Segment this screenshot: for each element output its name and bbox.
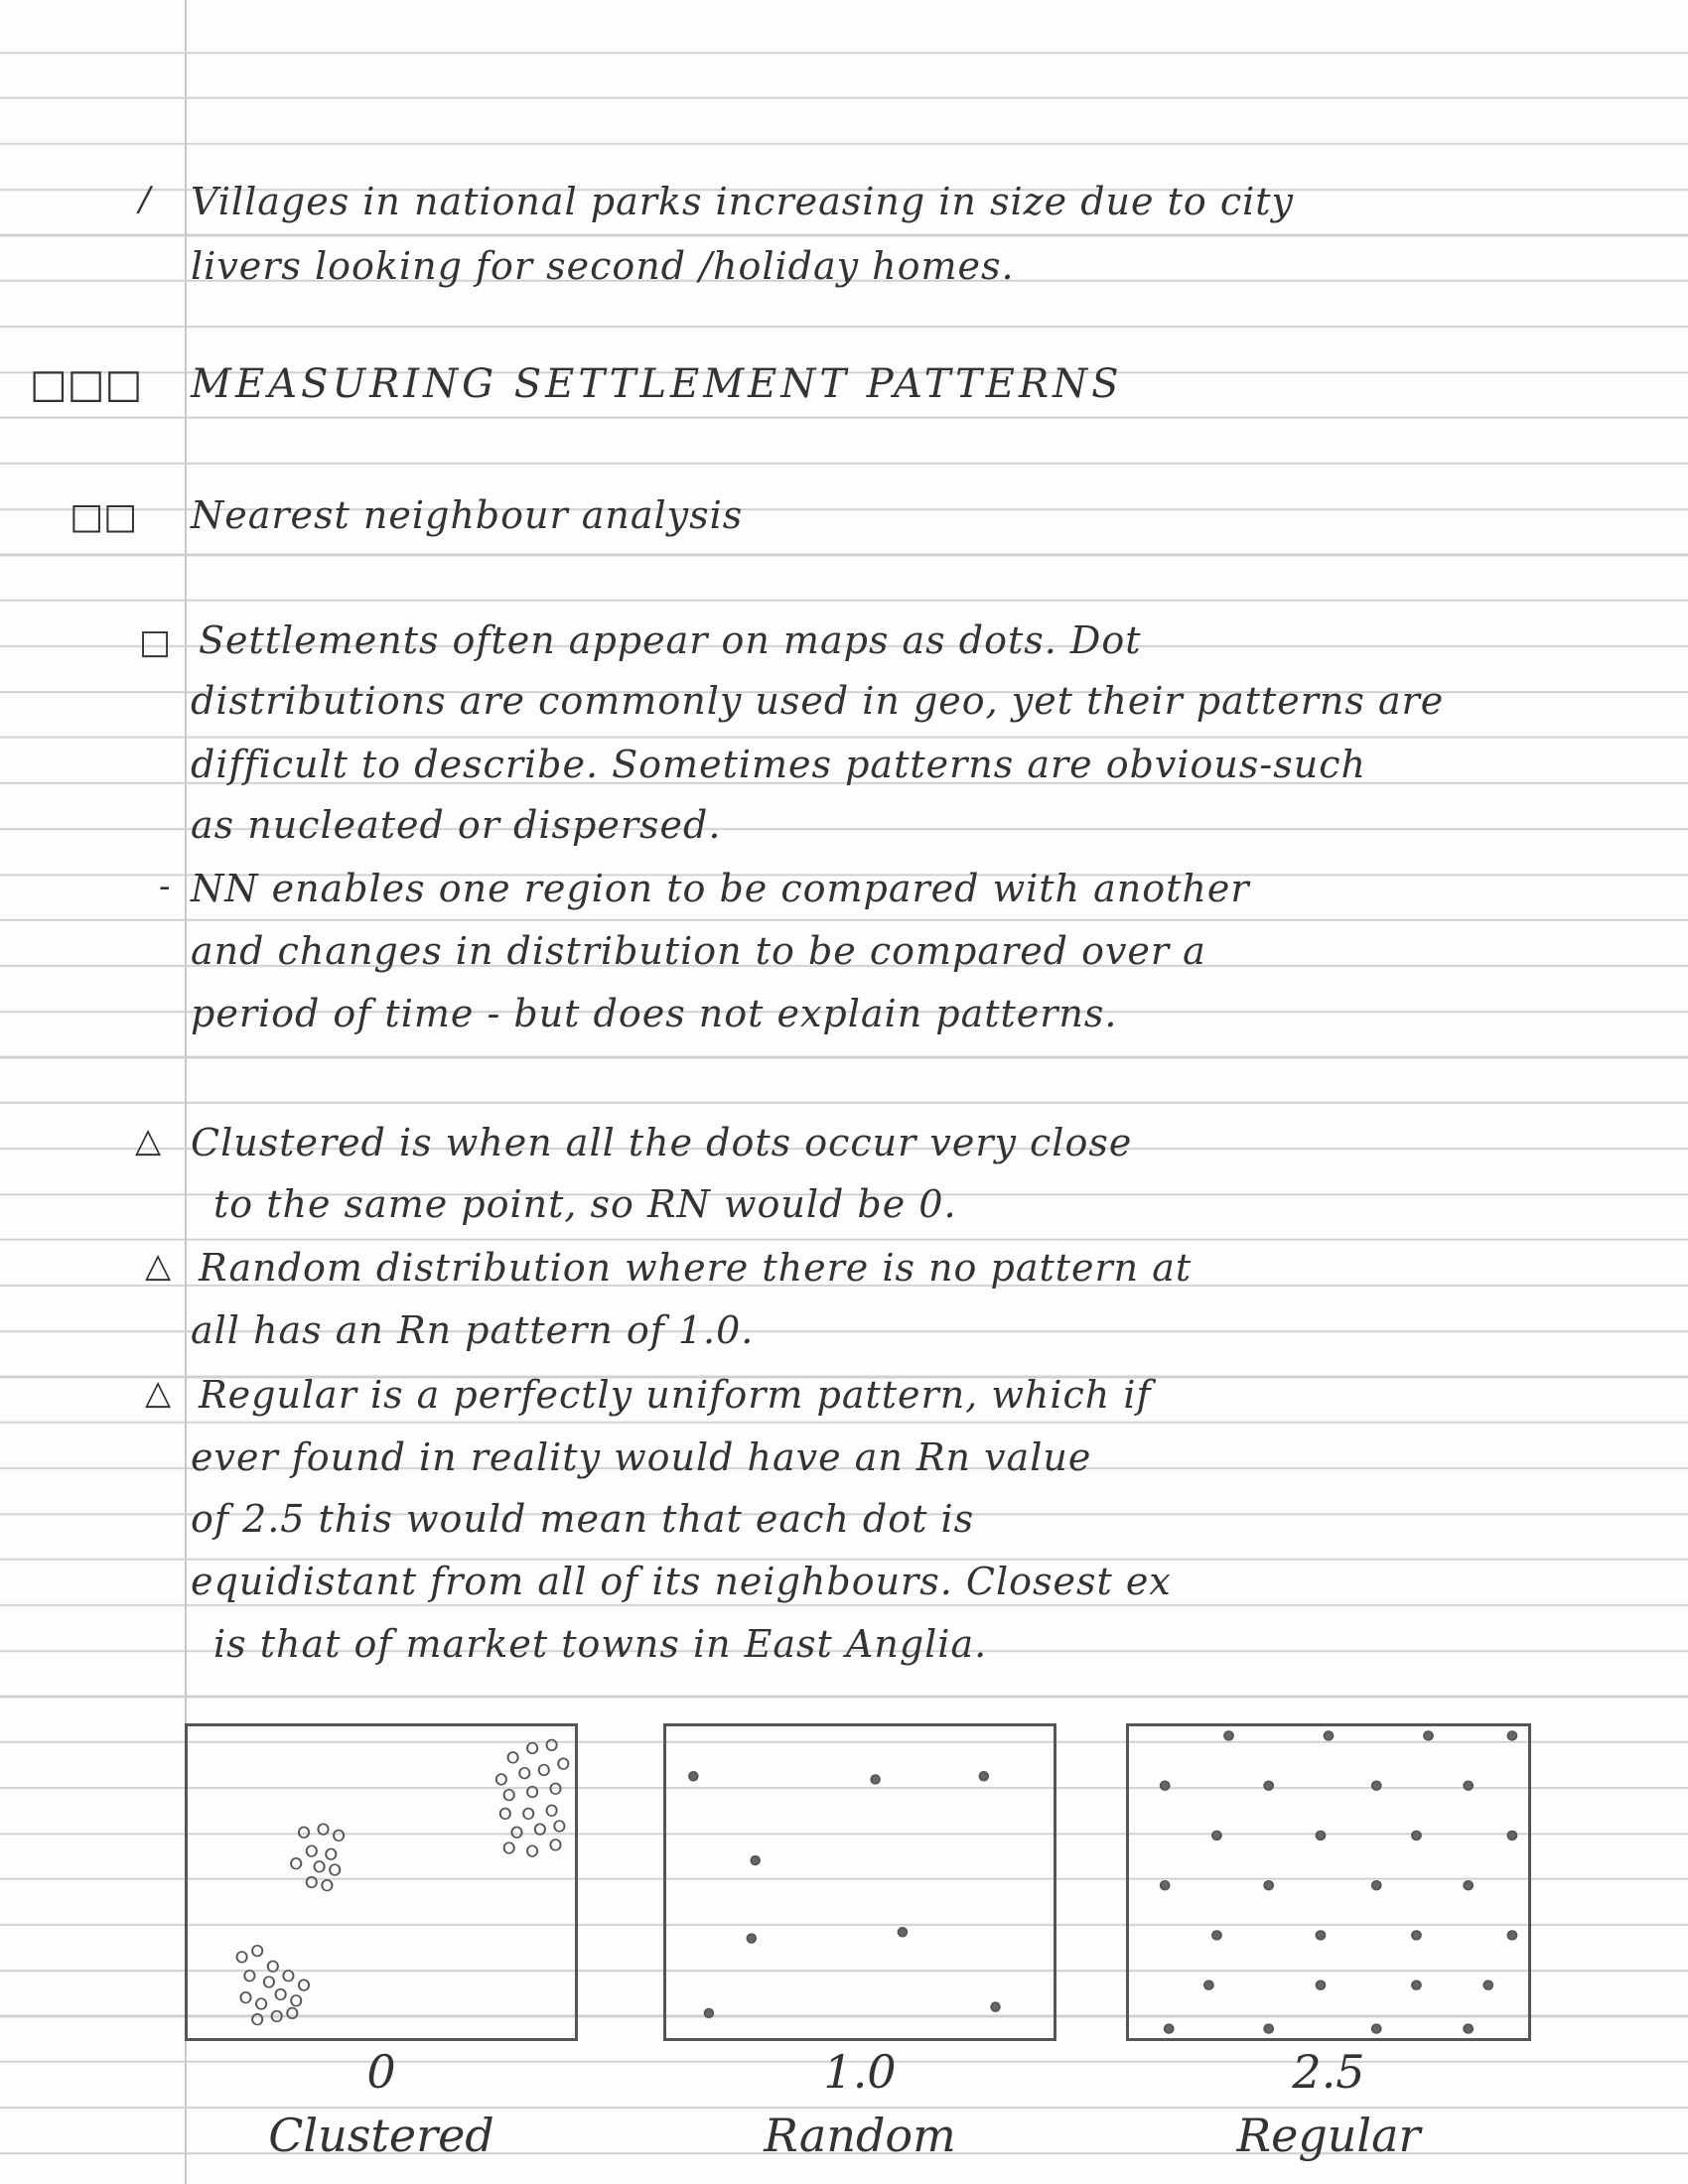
settlement-dot xyxy=(1507,1931,1516,1940)
settlement-dot xyxy=(705,2008,714,2017)
settlement-dot xyxy=(523,1809,533,1820)
random-label: Random xyxy=(764,2109,956,2162)
settlement-dot xyxy=(1483,1980,1492,1989)
note-line: Regular is a perfectly uniform pattern, which if xyxy=(199,1373,1152,1417)
note-line: is that of market towns in East Anglia. xyxy=(213,1622,988,1666)
settlement-dot xyxy=(689,1772,698,1781)
settlement-dot xyxy=(291,1995,301,2006)
regular-dot-map xyxy=(1129,1726,1528,2038)
settlement-dot xyxy=(237,1952,247,1963)
settlement-dot xyxy=(554,1821,564,1832)
settlement-dot xyxy=(496,1774,506,1785)
settlement-dot xyxy=(871,1775,880,1784)
clustered-label: Clustered xyxy=(268,2109,494,2162)
settlement-dot xyxy=(547,1740,557,1751)
settlement-dot xyxy=(291,1858,301,1869)
settlement-dot xyxy=(504,1843,514,1853)
regular-diagram xyxy=(1126,1723,1531,2041)
settlement-dot xyxy=(1161,1881,1170,1890)
settlement-dot xyxy=(299,1827,309,1838)
settlement-dot xyxy=(272,2011,282,2022)
settlement-dot xyxy=(1224,1731,1233,1740)
note-line: Random distribution where there is no pattern at xyxy=(199,1246,1193,1290)
settlement-dot xyxy=(264,1977,274,1987)
settlement-dot xyxy=(504,1790,514,1801)
settlement-dot xyxy=(1317,1931,1326,1940)
bullet-marker: □ xyxy=(139,622,172,662)
settlement-dot xyxy=(1372,1781,1381,1790)
settlement-dot xyxy=(1464,1881,1473,1890)
heading-marker: □□□ xyxy=(30,361,143,407)
settlement-dot xyxy=(268,1961,278,1972)
random-diagram xyxy=(663,1723,1056,2041)
settlement-dot xyxy=(1464,1781,1473,1790)
triangle-marker: △ xyxy=(145,1373,172,1413)
settlement-dot xyxy=(1372,1881,1381,1890)
note-line: NN enables one region to be compared with another xyxy=(191,867,1250,910)
settlement-dot xyxy=(1507,1832,1516,1841)
main-heading: MEASURING SETTLEMENT PATTERNS xyxy=(191,361,1123,407)
note-line: to the same point, so RN would be 0. xyxy=(213,1182,957,1226)
settlement-dot xyxy=(1412,1980,1421,1989)
settlement-dot xyxy=(1264,1881,1273,1890)
settlement-dot xyxy=(519,1768,529,1779)
settlement-dot xyxy=(1165,2024,1174,2033)
settlement-dot xyxy=(1264,1781,1273,1790)
note-line: of 2.5 this would mean that each dot is xyxy=(191,1497,975,1541)
sub-heading: Nearest neighbour analysis xyxy=(191,493,744,537)
random-value: 1.0 xyxy=(823,2045,897,2099)
settlement-dot xyxy=(500,1809,510,1820)
clustered-dot-map xyxy=(188,1726,575,2038)
settlement-dot xyxy=(1317,1980,1326,1989)
settlement-dot xyxy=(547,1805,557,1816)
settlement-dot xyxy=(899,1928,908,1937)
settlement-dot xyxy=(240,1992,250,2003)
settlement-dot xyxy=(1212,1832,1221,1841)
settlement-dot xyxy=(535,1824,545,1835)
settlement-dot xyxy=(991,2002,1000,2011)
settlement-dot xyxy=(1325,1731,1334,1740)
settlement-dot xyxy=(751,1856,760,1865)
settlement-dot xyxy=(527,1743,537,1754)
note-line: livers looking for second /holiday homes. xyxy=(191,244,1015,288)
settlement-dot xyxy=(1464,2024,1473,2033)
note-line: Villages in national parks increasing in size due to city xyxy=(191,180,1294,223)
settlement-dot xyxy=(1424,1731,1433,1740)
settlement-dot xyxy=(1317,1832,1326,1841)
settlement-dot xyxy=(1412,1832,1421,1841)
random-dot-map xyxy=(666,1726,1054,2038)
note-line: as nucleated or dispersed. xyxy=(191,803,722,847)
subheading-marker: □□ xyxy=(70,496,138,537)
dash-marker: - xyxy=(159,867,171,906)
settlement-dot xyxy=(252,1946,262,1957)
settlement-dot xyxy=(1372,2024,1381,2033)
settlement-dot xyxy=(318,1824,328,1835)
settlement-dot xyxy=(315,1861,325,1872)
note-line: distributions are commonly used in geo, yet their patterns are xyxy=(191,679,1445,723)
settlement-dot xyxy=(1412,1931,1421,1940)
settlement-dot xyxy=(527,1845,537,1856)
regular-value: 2.5 xyxy=(1292,2045,1365,2099)
note-line: equidistant from all of its neighbours. Closest ex xyxy=(191,1560,1172,1603)
settlement-dot xyxy=(1264,2024,1273,2033)
settlement-dot xyxy=(244,1971,254,1981)
settlement-dot xyxy=(256,1998,266,2009)
settlement-dot xyxy=(1204,1980,1213,1989)
settlement-dot xyxy=(980,1772,989,1781)
regular-label: Regular xyxy=(1236,2109,1421,2162)
triangle-marker: △ xyxy=(135,1121,162,1160)
note-line: Settlements often appear on maps as dots. Dot xyxy=(199,618,1142,662)
settlement-dot xyxy=(307,1877,317,1888)
settlement-dot xyxy=(276,1989,286,2000)
settlement-dot xyxy=(334,1831,344,1842)
settlement-dot xyxy=(307,1845,317,1856)
settlement-dot xyxy=(511,1827,521,1838)
note-line: Clustered is when all the dots occur very close xyxy=(191,1121,1133,1164)
settlement-dot xyxy=(748,1934,757,1943)
settlement-dot xyxy=(550,1840,560,1850)
note-line: period of time - but does not explain patterns. xyxy=(191,992,1118,1035)
settlement-dot xyxy=(539,1765,549,1776)
settlement-dot xyxy=(287,2008,297,2019)
clustered-diagram xyxy=(185,1723,578,2041)
note-line: all has an Rn pattern of 1.0. xyxy=(191,1308,755,1352)
settlement-dot xyxy=(299,1979,309,1990)
settlement-dot xyxy=(1507,1731,1516,1740)
settlement-dot xyxy=(1212,1931,1221,1940)
note-line: ever found in reality would have an Rn value xyxy=(191,1435,1092,1479)
settlement-dot xyxy=(283,1971,293,1981)
settlement-dot xyxy=(322,1880,332,1891)
triangle-marker: △ xyxy=(145,1246,172,1286)
settlement-dot xyxy=(508,1752,518,1763)
settlement-dot xyxy=(326,1848,336,1859)
settlement-dot xyxy=(252,2014,262,2025)
settlement-dot xyxy=(550,1783,560,1794)
settlement-dot xyxy=(558,1758,568,1769)
settlement-dot xyxy=(330,1864,340,1875)
settlement-dot xyxy=(527,1787,537,1798)
settlement-dot xyxy=(1161,1781,1170,1790)
tick-marker: / xyxy=(139,180,151,219)
note-line: difficult to describe. Sometimes patterns are obvious-such xyxy=(191,743,1366,786)
note-line: and changes in distribution to be compared over a xyxy=(191,929,1206,973)
clustered-value: 0 xyxy=(366,2045,396,2099)
